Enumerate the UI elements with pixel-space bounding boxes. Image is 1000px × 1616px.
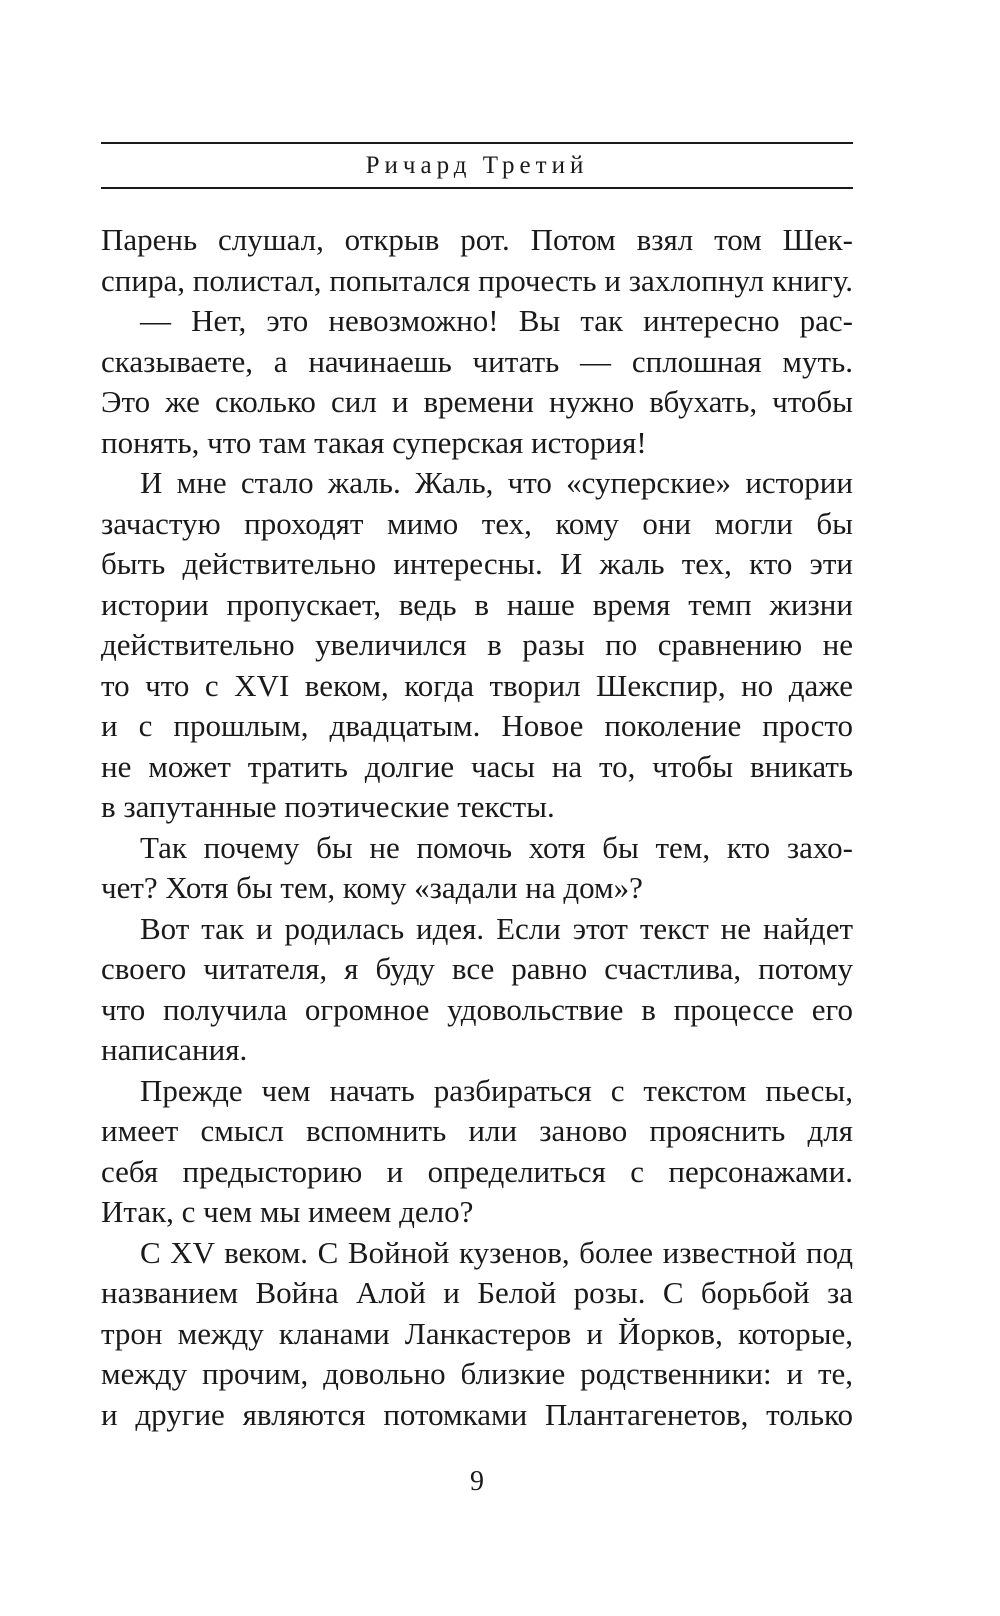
text-line: своего читателя, я буду все равно счастлива, потому <box>101 951 853 986</box>
text-line: Это же сколько сил и времени нужно вбухать, чтобы <box>101 384 853 419</box>
text-line: — Нет, это невозможно! Вы так интересно рас- <box>140 303 853 338</box>
text-line: себя предысторию и определиться с персонажами. <box>101 1153 853 1189</box>
text-line: Так почему бы не помочь хотя бы тем, кто захо- <box>140 829 853 865</box>
text-line: И мне стало жаль. Жаль, что «суперские» истории <box>140 465 853 500</box>
text-line: Прежде чем начать разбираться с текстом пьесы, <box>140 1072 853 1108</box>
text-line: спира, полистал, попытался прочесть и захлопнул книгу. <box>101 262 853 298</box>
text-line: и с прошлым, двадцатым. Новое поколение просто <box>101 708 853 743</box>
header-rule-top <box>101 142 853 144</box>
text-line: чет? Хотя бы тем, кому «задали на дом»? <box>101 870 643 905</box>
text-line: Итак, с чем мы имеем дело? <box>101 1194 474 1229</box>
text-line: названием Война Алой и Белой розы. С борьбой за <box>101 1275 853 1310</box>
text-line: имеет смысл вспомнить или заново прояснить для <box>101 1113 853 1148</box>
text-line: и другие являются потомками Плантагенетов, только <box>101 1396 853 1432</box>
text-line: Вот так и родилась идея. Если этот текст не найдет <box>140 910 853 946</box>
page-number: 9 <box>470 1466 484 1497</box>
text-line: сказываете, а начинаешь читать — сплошная муть. <box>101 343 853 379</box>
text-line: действительно увеличился в разы по сравнению не <box>101 627 853 662</box>
text-line: написания. <box>101 1032 248 1067</box>
text-line: понять, что там такая суперская история! <box>101 424 647 460</box>
text-line: быть действительно интересны. И жаль тех, кто эти <box>101 546 853 581</box>
text-line: то что с XVI веком, когда творил Шекспир, но даже <box>101 667 853 703</box>
text-line: между прочим, довольно близкие родственники: и те, <box>101 1356 853 1391</box>
text-line: не может тратить долгие часы на то, чтобы вникать <box>101 748 853 784</box>
text-line: что получила огромное удовольствие в процессе его <box>101 991 853 1027</box>
text-line: С XV веком. С Войной кузенов, более известной под <box>140 1234 853 1270</box>
text-line: зачастую проходят мимо тех, кому они могли бы <box>101 505 853 541</box>
running-head: Ричард Третий <box>365 152 589 179</box>
text-line: Парень слушал, открыв рот. Потом взял том Шек- <box>101 222 853 257</box>
text-line: истории пропускает, ведь в наше время темп жизни <box>101 586 853 622</box>
header-rule-bottom <box>101 187 853 189</box>
text-line: трон между кланами Ланкастеров и Йорков, которые, <box>101 1315 853 1351</box>
text-line: в запутанные поэтические тексты. <box>101 789 555 824</box>
body-text <box>101 220 853 1435</box>
